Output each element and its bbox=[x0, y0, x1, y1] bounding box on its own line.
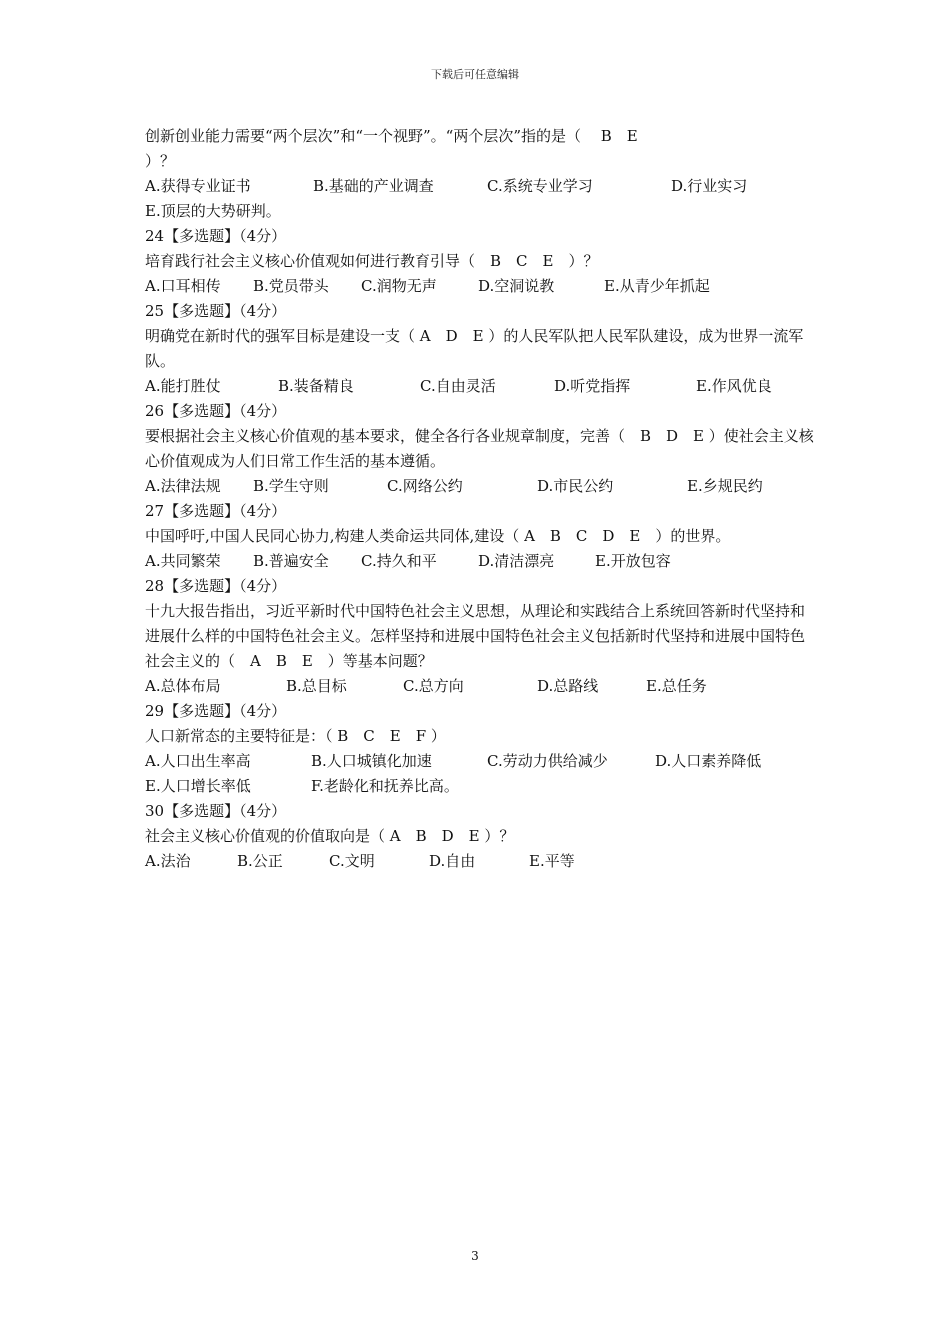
question-header: 26【多选题】（4分） bbox=[145, 402, 287, 420]
page-number: 3 bbox=[471, 1249, 479, 1263]
options-row bbox=[145, 549, 815, 574]
option: D.听党指挥 bbox=[554, 377, 631, 395]
question-header: 24【多选题】（4分） bbox=[145, 227, 287, 245]
option: D.行业实习 bbox=[671, 177, 748, 195]
document-body bbox=[145, 124, 815, 874]
option: A.总体布局 bbox=[145, 677, 221, 695]
option: D.总路线 bbox=[537, 677, 599, 695]
page-header: 下载后可任意编辑 bbox=[431, 68, 519, 81]
option: C.持久和平 bbox=[361, 552, 437, 570]
option: E.作风优良 bbox=[696, 377, 772, 395]
option: D.自由 bbox=[429, 852, 476, 870]
option: E.乡规民约 bbox=[687, 477, 763, 495]
options-row bbox=[145, 849, 815, 874]
option: B.人口城镇化加速 bbox=[311, 752, 432, 770]
options-row bbox=[145, 749, 815, 774]
option: D.空洞说教 bbox=[478, 277, 555, 295]
option: C.润物无声 bbox=[361, 277, 437, 295]
option: B.公正 bbox=[237, 852, 283, 870]
option: A.人口出生率高 bbox=[145, 752, 251, 770]
question-text: 要根据社会主义核心价值观的基本要求，健全各行各业规章制度，完善（ B D E ）使社会主义核心价值观成为人们日常工作生活的基本遵循。 bbox=[145, 427, 814, 470]
options-row bbox=[145, 199, 815, 224]
option: A.能打胜仗 bbox=[145, 377, 221, 395]
question-text: 人口新常态的主要特征是：（ B C E F ） bbox=[145, 727, 446, 745]
question-text: 十九大报告指出，习近平新时代中国特色社会主义思想，从理论和实践结合上系统回答新时代坚持和进展什么样的中国特色社会主义。怎样坚持和进展中国特色社会主义包括新时代坚持和进展中国特色社会主义的（ A B E ）等基本问题？ bbox=[145, 602, 806, 670]
option: B.装备精良 bbox=[278, 377, 354, 395]
question-text: 培育践行社会主义核心价值观如何进行教育引导（ B C E ）？ bbox=[145, 252, 599, 270]
option: C.网络公约 bbox=[387, 477, 463, 495]
option: B.总目标 bbox=[286, 677, 347, 695]
option: D.人口素养降低 bbox=[655, 752, 762, 770]
question-header: 28【多选题】（4分） bbox=[145, 577, 287, 595]
options-row bbox=[145, 174, 815, 199]
question-text: 社会主义核心价值观的价值取向是（ A B D E ）？ bbox=[145, 827, 515, 845]
option: A.法律法规 bbox=[145, 477, 221, 495]
question-text-line: ）？ bbox=[145, 152, 176, 170]
options-row bbox=[145, 674, 815, 699]
option: E.从青少年抓起 bbox=[604, 277, 710, 295]
option: D.市民公约 bbox=[537, 477, 614, 495]
option: C.文明 bbox=[329, 852, 375, 870]
option: B.学生守则 bbox=[253, 477, 329, 495]
option: A.口耳相传 bbox=[145, 277, 221, 295]
options-row bbox=[145, 474, 815, 499]
option: C.劳动力供给减少 bbox=[487, 752, 608, 770]
option: C.系统专业学习 bbox=[487, 177, 593, 195]
option: E.平等 bbox=[529, 852, 575, 870]
option: C.总方向 bbox=[403, 677, 464, 695]
option: F.老龄化和抚养比高。 bbox=[311, 777, 459, 795]
option: A.法治 bbox=[145, 852, 191, 870]
option: D.清洁漂亮 bbox=[478, 552, 555, 570]
option: E.开放包容 bbox=[595, 552, 671, 570]
option: A.获得专业证书 bbox=[145, 177, 251, 195]
question-text bbox=[145, 124, 815, 174]
option: E.总任务 bbox=[646, 677, 707, 695]
question-header: 27【多选题】（4分） bbox=[145, 502, 287, 520]
question-header: 25【多选题】（4分） bbox=[145, 302, 287, 320]
question-text: 明确党在新时代的强军目标是建设一支（ A D E ）的人民军队把人民军队建设，成为世界一流军队。 bbox=[145, 327, 804, 370]
option: A.共同繁荣 bbox=[145, 552, 221, 570]
question-text: 中国呼吁,中国人民同心协力,构建人类命运共同体,建设（ A B C D E ）的世界。 bbox=[145, 527, 731, 545]
option: E.人口增长率低 bbox=[145, 777, 251, 795]
options-row bbox=[145, 774, 815, 799]
option: B.基础的产业调查 bbox=[313, 177, 434, 195]
option: E.顶层的大势研判。 bbox=[145, 202, 281, 220]
question-text-line: 创新创业能力需要“两个层次”和“一个视野”。“两个层次”指的是（ B E bbox=[145, 127, 638, 145]
options-row bbox=[145, 274, 815, 299]
option: B.普遍安全 bbox=[253, 552, 329, 570]
option: B.党员带头 bbox=[253, 277, 329, 295]
question-header: 30【多选题】（4分） bbox=[145, 802, 287, 820]
options-row bbox=[145, 374, 815, 399]
question-header: 29【多选题】（4分） bbox=[145, 702, 287, 720]
option: C.自由灵活 bbox=[420, 377, 496, 395]
